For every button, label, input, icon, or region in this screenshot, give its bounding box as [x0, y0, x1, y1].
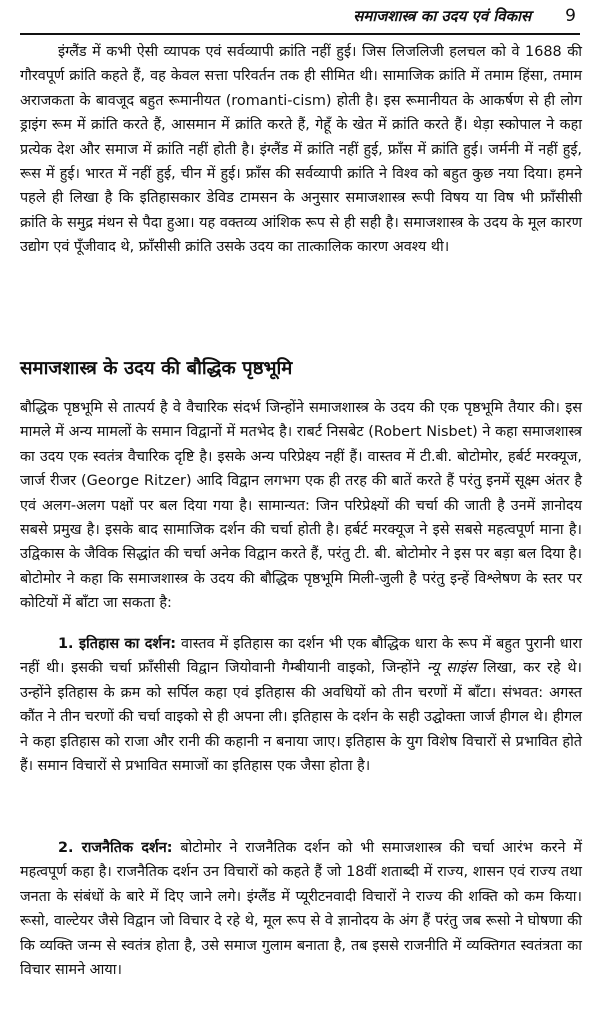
chapter-title: समाजशास्त्र का उदय एवं विकास — [353, 7, 532, 25]
point-text: वास्तव में इतिहास का दर्शन भी एक बौद्धिक धारा के रूप में बहुत पुरानी धारा नहीं थी। इसकी चर्चा फ्राँसीसी विद्वान जियोवानी गैम्बीयानी वाइको, जिन्होंने — [20, 636, 582, 677]
point-label: 1. इतिहास का दर्शन: — [58, 636, 176, 652]
header-divider — [20, 33, 580, 35]
book-title: न्यू साइंस — [426, 660, 477, 677]
point-label: 2. राजनैतिक दर्शन: — [58, 840, 173, 856]
section-heading: समाजशास्त्र के उदय की बौद्धिक पृष्ठभूमि — [20, 358, 293, 379]
paragraph-intellectual-background: बौद्धिक पृष्ठभूमि से तात्पर्य है वे वैचारिक संदर्भ जिन्होंने समाजशास्त्र के उदय की एक पृष्ठभूमि तैयार की। इस मामले में अन्य मामलों के समान विद्वानों में मतभेद है। राबर्ट निसबेट (Robert Nisbet) ने कहा समाजशास्त्र का उदय एक स्वतंत्र वैचारिक दृष्टि है। इसके अन्य परिप्रेक्ष्य नहीं हैं। वास्तव में टी.बी. बोटोमोर, हर्बर्ट मरक्यूज, जार्ज रीजर (George Ritzer) आदि विद्वान लगभग एक ही तरह की बातें करते हैं परंतु इनमें सूक्ष्म अंतर है एवं अलग-अलग पक्षों पर बल दिया गया है। सामान्यत: जिन परिप्रेक्ष्यों की चर्चा की जाती है उनमें ज्ञानोदय सबसे प्रमुख है। इसके बाद सामाजिक दर्शन की चर्चा होती है। हर्बर्ट मरक्यूज ने इसे सबसे महत्वपूर्ण माना है। उद्विकास के जैविक सिद्धांत की चर्चा अनेक विद्वान करते हैं, परंतु टी. बी. बोटोमोर ने इस पर बड़ा बल दिया है। बोटोमोर ने कहा कि समाजशास्त्र के उदय की बौद्धिक पृष्ठभूमि मिली-जुली है परंतु इन्हें विश्लेषण के स्तर पर कोटियों में बाँटा जा सकता है: — [20, 400, 582, 612]
paragraph-revolution: इंग्लैंड में कभी ऐसी व्यापक एवं सर्वव्यापी क्रांति नहीं हुई। जिस लिजलिजी हलचल को वे 1688 की गौरवपूर्ण क्रांति कहते हैं, वह केवल सत्ता परिवर्तन तक ही सीमित थी। सामाजिक क्रांति में तमाम हिंसा, तमाम अराजकता के बावजूद बहुत रूमानीयत (romanti-cism) होती है। इस रूमानीयत के आकर्षण से ही लोग ड्राइंग रूम में क्रांति करते हैं, आसमान में क्रांति करते हैं, गेहूँ के खेत में क्रांति करते हैं। थेड़ा स्कोपाल ने कहा प्रत्येक देश और समाज में क्रांति नहीं होती है। इंग्लैंड में क्रांति नहीं हुई, फ्राँस में क्रांति हुई। जर्मनी में नहीं हुई, रूस में हुई। भारत में नहीं हुई, चीन में हुई। फ्राँस की सर्वव्यापी क्रांति ने विश्व को बहुत कुछ नया दिया। हमने पहले ही लिखा है कि इतिहासकार डेविड टामसन के अनुसार समाजशास्त्र रूपी विषय या विष भी फ्राँसीसी क्रांति के समुद्र मंथन से पैदा हुआ। यह वक्तव्य आंशिक रूप से ही सही है। समाजशास्त्र के उदय के मूल कारण उद्योग एवं पूँजीवाद थे, फ्राँसीसी क्रांति उसके उदय का तात्कालिक कारण अवश्य थी। — [20, 44, 582, 256]
running-header — [353, 6, 576, 32]
point-political-philosophy — [20, 836, 582, 982]
page-number: 9 — [565, 6, 576, 26]
point-philosophy-of-history — [20, 632, 582, 778]
point-text: लिखा, कर रहे थे। उन्होंने इतिहास के क्रम को सर्पिल कहा एवं इतिहास की अवधियों को तीन चरणों में बाँटा। संभवत: अगस्त कौंत ने तीन चरणों की चर्चा वाइको से ही अपना ली। इतिहास के दर्शन के सही उद्घोक्ता जार्ज हीगल थे। हीगल ने कहा इतिहास को राजा और रानी की कहानी न बनाया जाए। इतिहास के युग विशेष विचारों से प्रभावित होते हैं। समान विचारों से प्रभावित समाजों का इतिहास एक जैसा होता है। — [20, 660, 582, 775]
point-text: बोटोमोर ने राजनैतिक दर्शन को भी समाजशास्त्र की चर्चा आरंभ करने में महत्वपूर्ण कहा है। राजनैतिक दर्शन उन विचारों को कहते हैं जो 18वीं शताब्दी में राज्य, शासन एवं राज्य तथा जनता के संबंधों के बारे में दिए जाने लगे। इंग्लैंड में प्यूरीटनवादी विचारों ने राज्य की शक्ति को कम किया। रूसो, वाल्टेयर जैसे विद्वान जो विचार दे रहे थे, मूल रूप से वे ज्ञानोदय के अंग हैं परंतु जब रूसो ने घोषणा की कि व्यक्ति जन्म से स्वतंत्र होता है, उसे समाज गुलाम बनाता है, तब इससे राजनीति में व्यक्तिगत स्वतंत्रता का विचार सामने आया। — [20, 840, 582, 979]
